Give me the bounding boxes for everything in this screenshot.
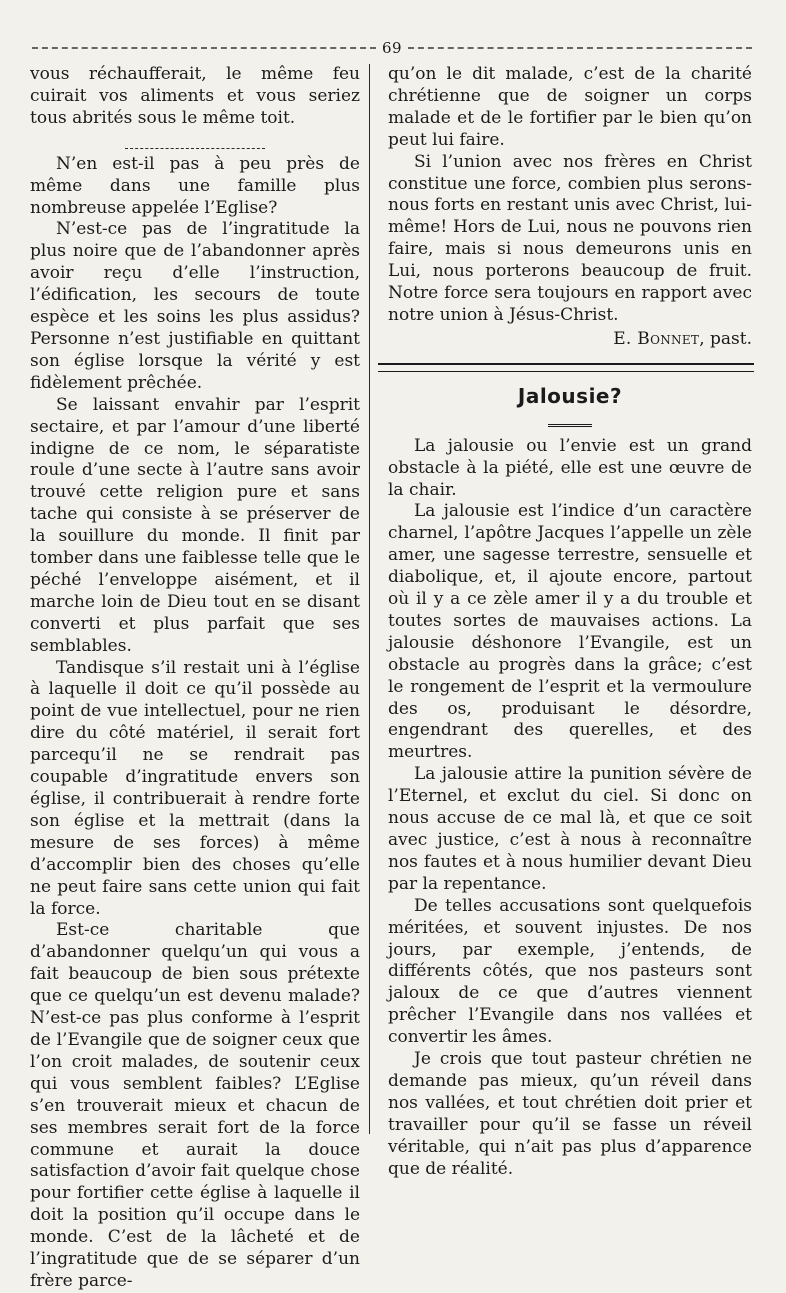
section-separator xyxy=(30,134,360,146)
paragraph: Si l’union avec nos frères en Christ constitue une force, combien plus serons-nous forts en restant unis avec Christ, lui-même! Hors de Lui, nous ne pouvons rien faire, mais si nous demeurons unis en Lui, nous porterons beaucoup de fruit. Notre force sera toujours en rapport avec notre union à Jésus-Christ. xyxy=(388,151,752,325)
article-title: Jalousie? xyxy=(517,383,623,408)
signature-title: , past. xyxy=(699,328,752,349)
left-column xyxy=(30,64,360,1293)
signature-name: E. Bonnet xyxy=(613,328,700,349)
signature xyxy=(388,329,752,351)
paragraph: Je crois que tout pasteur chrétien ne demande pas mieux, qu’un réveil dans nos vallées, et tout chrétien doit prier et travailler pour qu’il se fasse un réveil véritable, qui n’ait pas plus d’apparence que de réalité. xyxy=(388,1049,752,1179)
right-column xyxy=(388,64,752,1181)
article-divider xyxy=(378,363,754,372)
column-divider xyxy=(369,64,370,1134)
paragraph: La jalousie est l’indice d’un caractère charnel, l’apôtre Jacques l’appelle un zèle amer, une sagesse terrestre, sensuelle et diabolique, et, il ajoute encore, partout où il y a ce zèle amer il y a du trouble et toutes sortes de mauvaises actions. La jalousie déshonore l’Evangile, est un obstacle au progrès dans la grâce; c’est le rongement de l’esprit et la vermoulure des os, produisant le désordre, engendrant des querelles, et des meurtres. xyxy=(388,501,752,763)
page-number: 69 xyxy=(381,39,403,57)
paragraph: La jalousie attire la punition sévère de l’Eternel, et exclut du ciel. Si donc on nous accuse de ce mal là, et que ce soit avec justice, c’est à nous à reconnaître nos fautes et à nous humilier devant Dieu par la repentance. xyxy=(388,764,752,894)
title-ornament xyxy=(388,412,752,422)
paragraph: N’est-ce pas de l’ingratitude la plus noire que de l’abandonner après avoir reçu d’elle l’instruction, l’édification, les secours de toute espèce et les soins les plus assidus? Personne n’est justifiable en quittant son église lorsque la vérité y est fidèlement prêchée. xyxy=(30,219,360,393)
header-rule-right xyxy=(408,47,752,49)
paragraph: Se laissant envahir par l’esprit sectaire, et par l’amour d’une liberté indigne de ce nom, le séparatiste roule d’une secte à l’autre sans avoir trouvé cette religion pure et sans tache qui consiste à se préserver de la souillure du monde. Il finit par tomber dans une faiblesse telle que le péché l’enveloppe aisément, et il marche loin de Dieu tout en se disant converti et plus parfait que ses semblables. xyxy=(30,394,360,656)
page-header xyxy=(32,38,752,58)
paragraph: vous réchaufferait, le même feu cuirait vos aliments et vous seriez tous abrités sous le même toit. xyxy=(30,64,360,128)
paragraph: N’en est-il pas à peu près de même dans une famille plus nombreuse appelée l’Eglise? xyxy=(30,153,360,218)
paragraph: La jalousie ou l’envie est un grand obstacle à la piété, elle est une œuvre de la chair. xyxy=(388,435,752,500)
paragraph: qu’on le dit malade, c’est de la charité chrétienne que de soigner un corps malade et de le fortifier par le bien qu’on peut lui faire. xyxy=(388,64,752,150)
paragraph: De telles accusations sont quelquefois méritées, et souvent injustes. De nos jours, par exemple, j’entends, de différents côtés, que nos pasteurs sont jaloux de ce que d’autres viennent prêcher l’Evangile dans nos vallées et convertir les âmes. xyxy=(388,895,752,1048)
paragraph: Tandisque s’il restait uni à l’église à laquelle il doit ce qu’il possède au point de vue intellectuel, pour ne rien dire du côté matériel, il serait fort parcequ’il ne se rendrait pas coupable d’ingratitude envers son église, il contribuerait à rendre forte son église et la mettrait (dans la mesure de ses forces) à même d’accomplir bien des choses qu’elle ne peut faire sans cette union qui fait la force. xyxy=(30,657,360,919)
paragraph: Est-ce charitable que d’abandonner quelqu’un qui vous a fait beaucoup de bien sous prétexte que ce quelqu’un est devenu malade? N’est-ce pas plus conforme à l’esprit de l’Evangile que de soigner ceux que l’on croit malades, de soutenir ceux qui vous semblent faibles? L’Eglise s’en trouverait mieux et chacun de ses membres serait fort de la force commune et aurait la douce satisfaction d’avoir fait quelque chose pour fortifier cette église à laquelle il doit la position qu’il occupe dans le monde. C’est de la lâcheté et de l’ingratitude que de se séparer d’un frère parce- xyxy=(30,920,360,1291)
header-rule-left xyxy=(32,47,376,49)
